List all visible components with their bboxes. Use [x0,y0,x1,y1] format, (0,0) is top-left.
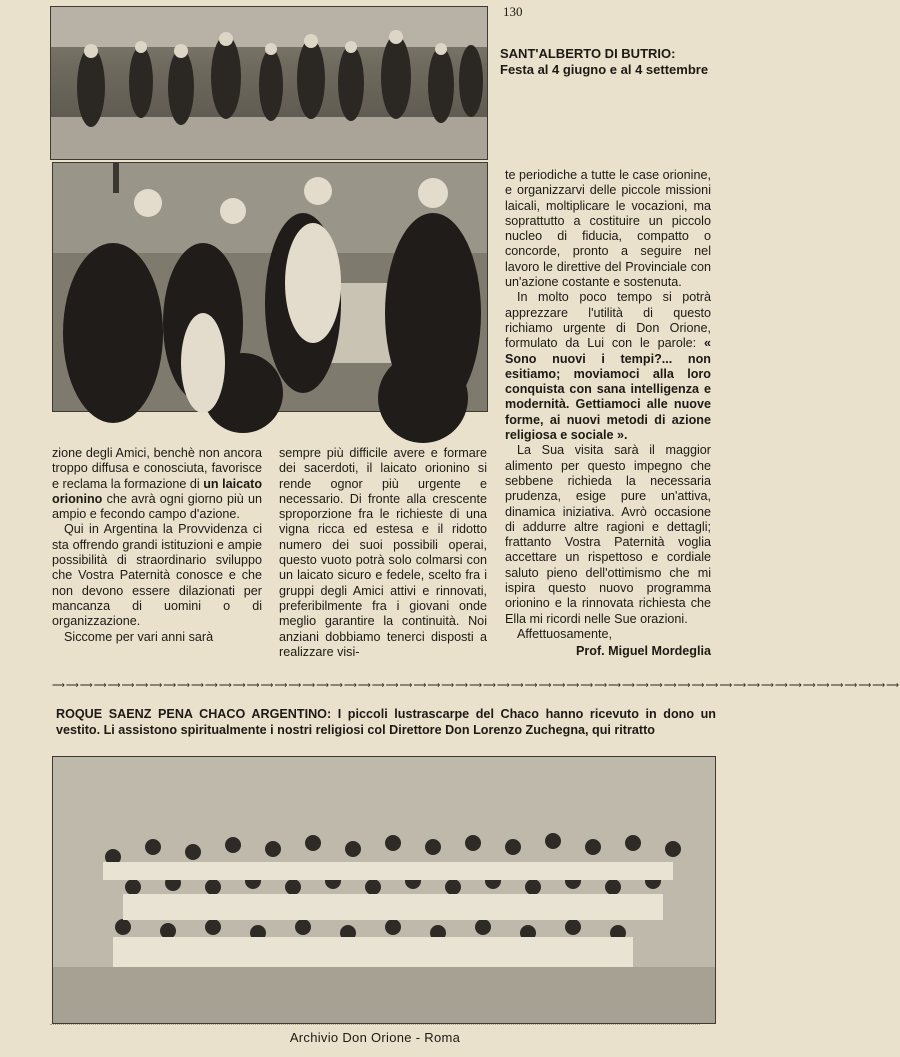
right-column [505,168,711,660]
closing-salutation: Affettuosamente, [517,626,612,641]
right-column-paragraph [505,290,711,443]
footer-rule [50,1024,700,1025]
left-column-paragraph: Siccome per vari anni sarà [64,629,214,644]
signature: Prof. Miguel Mordeglia [575,644,711,659]
decorative-divider: ⟶⟶⟶⟶⟶⟶⟶⟶⟶⟶⟶⟶⟶⟶⟶⟶⟶⟶⟶⟶⟶⟶⟶⟶⟶⟶⟶⟶⟶⟶⟶⟶⟶⟶⟶⟶⟶⟶⟶⟶⟶⟶⟶⟶⟶⟶⟶⟶⟶⟶⟶⟶⟶⟶⟶⟶⟶⟶⟶⟶⟶ [52,680,900,690]
children-group-photo [52,756,716,1024]
middle-column [279,446,487,660]
crowd-photo [50,6,488,160]
right-column-text: In molto poco tempo si potrà apprezzare l'utilità di questo richiamo urgente di Don Orione, formulato da Lui con le parole: [505,290,711,351]
left-column-paragraph [52,446,262,522]
right-column-paragraph: te periodiche a tutte le case orionine, e organizzarvi delle piccole missioni laicali, moltiplicare le vocazioni, ma soprattutto a costituire un piccolo nucleo di fiducia, compatto o concorde, pronto a seguire nel lavoro le direttive del Provinciale con un'azione costante e sostenuta. [505,168,711,290]
left-column-text: che avrà ogni giorno più un ampio e fecondo campo d'azione. [52,491,262,522]
left-column-text: zione degli Amici, benchè non ancora troppo diffusa e conosciuta, favorisce e reclama la formazione di [52,446,262,491]
laicato-emphasis: un laicato orionino [52,476,263,506]
bottom-photo-caption: ROQUE SAENZ PENA CHACO ARGENTINO: I piccoli lustrascarpe del Chaco hanno ricevuto in dono un vestito. Li assistono spiritualmente i nostri religiosi col Direttore Don Lorenzo Zuchegna, qui ritratto [56,707,716,737]
page-number: 130 [503,4,523,19]
right-column-paragraph: La Sua visita sarà il maggior alimento per questo impegno che sebbene richieda la necessaria prudenza, esige pure un'attiva, dinamica iniziativa. Avrò occasione di addurre altre ragioni e dettagli; frattanto Vostra Paternità voglia accettare un rispettoso e cordiale saluto pieno dell'ottimismo che mi ispira questo nuovo programma orionino e la rinnovata richiesta che Ella mi ricordi nelle Sue orazioni. [505,443,711,626]
left-column [52,446,262,645]
archive-footer: Archivio Don Orione - Roma [289,1030,461,1045]
left-column-paragraph: Qui in Argentina la Provvidenza ci sta offrendo grandi istituzioni e ampie possibilità di straordinario sviluppo che Vostra Paternità conosce e che non devono essere dilazionati per mancanza di uomini o di organizzazione. [52,522,262,629]
middle-column-paragraph: sempre più difficile avere e formare dei sacerdoti, il laicato orionino si rende ognor più urgente e necessario. Di fronte alla crescente sproporzione fra le richieste di una vigna ricca ed estesa e il ridotto numero dei suoi possibili operai, questo vuoto potrà solo colmarsi con un laicato sicuro e fedele, scelto fra i gruppi degli Amici attivi e rinnovati, preferibilmente fra i giovani onde meglio garantire la continuità. Noi anziani dobbiamo tenerci disposti a realizzare visi- [279,446,487,659]
top-photo-caption: SANT'ALBERTO DI BUTRIO: Festa al 4 giugno e al 4 settembre [500,46,709,77]
priests-celebration-photo [52,162,488,412]
don-orione-quote: « Sono nuovi i tempi?... non esitiamo; moviamoci alla loro conquista con sana intelligenza e modernità. Gettiamoci alle nuove forme, ai nuovi metodi di azione religiosa e sociale ». [505,336,711,443]
